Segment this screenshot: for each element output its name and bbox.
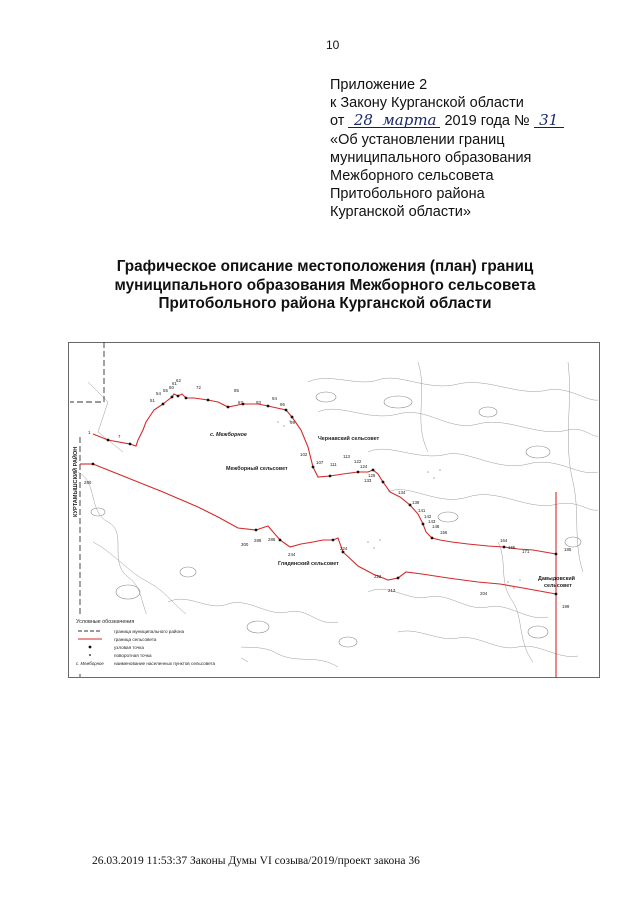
footer-stamp: 26.03.2019 11:53:37 Законы Думы VI созыва/2019/проект закона 36 — [92, 855, 420, 867]
map-point-label: 280 — [84, 480, 92, 485]
appendix-line6: Межборного сельсовета — [330, 168, 494, 185]
map-point-label: 1 — [88, 430, 91, 435]
map-point-label: 102 — [300, 452, 308, 457]
legend-symbol-village: с. Межборное — [76, 661, 104, 666]
map-point-label: 113 — [343, 454, 350, 459]
appendix-line1: Приложение 2 — [330, 77, 428, 93]
date-prefix: от — [330, 113, 345, 130]
map-point-label: 124 — [360, 464, 368, 469]
appendix-line2: к Закону Курганской области — [330, 95, 524, 112]
map-legend — [71, 614, 241, 674]
map-point-label: 171 — [522, 549, 530, 554]
legend-item-turn: поворотная точка — [114, 653, 152, 658]
appendix-line8: Курганской области» — [330, 204, 471, 221]
map-point-label: 111 — [330, 462, 337, 467]
map-point-label: 133 — [364, 478, 372, 483]
map-point-label: 107 — [316, 460, 324, 465]
map-point-label: 224 — [340, 546, 348, 551]
council-label: Межборный сельсовет — [226, 466, 288, 472]
appendix-line4: «Об установлении границ — [330, 131, 505, 148]
title-line3: Притобольного района Курганской области — [158, 295, 492, 312]
neighbor-east-label-2: сельсовет — [544, 583, 572, 589]
map-point-label: 85 — [234, 388, 239, 393]
map-point-label: 55 — [163, 388, 168, 393]
map-point-label: 141 — [418, 508, 426, 513]
map-point-label: 143 — [428, 519, 436, 524]
title-line2: муниципального образования Межборного сельсовета — [114, 276, 536, 294]
appendix-date-line — [330, 112, 580, 130]
map-point-label: 96 — [280, 402, 285, 407]
legend-item-node: узловая точка — [114, 645, 144, 650]
map-point-label: 94 — [272, 396, 277, 401]
map-point-label: 54 — [156, 391, 161, 396]
map-point-label: 142 — [424, 514, 432, 519]
district-vertical-label: КУРТАМЫШСКИЙ РАЙОН — [73, 446, 79, 517]
map-point-label: 134 — [398, 490, 406, 495]
date-day-handwritten: 28 — [348, 113, 378, 128]
village-label: с. Межборное — [210, 432, 247, 438]
map-point-label: 62 — [176, 378, 181, 383]
law-number-handwritten: 31 — [534, 113, 564, 128]
neighbor-east-label-1: Давыдовский — [538, 576, 575, 582]
map-point-label: 60 — [169, 385, 174, 390]
date-year-text: 2019 года № — [444, 113, 530, 130]
map-point-label: 204 — [480, 591, 488, 596]
appendix-line5: муниципального образования — [330, 149, 532, 166]
map-point-label: 213 — [388, 588, 396, 593]
map-point-label: 244 — [288, 552, 296, 557]
date-month-handwritten: марта — [378, 113, 440, 128]
neighbor-south-label: Глядянский сельсовет — [278, 561, 339, 567]
neighbor-north-label: Чернавский сельсовет — [318, 436, 380, 442]
page-number: 10 — [326, 38, 340, 52]
legend-item-council: граница сельсовета — [114, 637, 157, 642]
map-point-label: 125 — [368, 473, 376, 478]
boundary-map — [68, 342, 600, 678]
map-point-label: 164 — [500, 538, 508, 543]
map-point-label: 199 — [562, 604, 570, 609]
map-point-label: 148 — [432, 524, 440, 529]
map-point-label: 222 — [374, 574, 382, 579]
map-point-label: 72 — [196, 385, 201, 390]
map-point-label: 185 — [564, 547, 572, 552]
appendix-line7: Притобольного района — [330, 186, 485, 203]
title-line1: Графическое описание местоположения (план) границ — [116, 258, 534, 275]
map-point-label: 61 — [172, 381, 177, 386]
map-point-label: 289 — [254, 538, 262, 543]
map-point-label: 99 — [290, 420, 295, 425]
map-point-label: 7 — [118, 434, 121, 439]
map-point-label: 286 — [268, 537, 276, 542]
appendix-block — [330, 76, 580, 222]
map-point-label: 93 — [256, 400, 261, 405]
map-point-label: 139 — [412, 500, 420, 505]
map-point-label: 165 — [508, 545, 516, 550]
document-title — [60, 258, 590, 314]
map-point-label: 122 — [354, 459, 362, 464]
map-point-label: 51 — [150, 398, 155, 403]
map-point-label: 156 — [440, 530, 448, 535]
legend-title: Условные обозначения — [76, 619, 135, 625]
legend-item-district: граница муниципального района — [114, 629, 185, 634]
map-point-label: 87 — [238, 400, 243, 405]
legend-item-village: наименование населенных пунктов сельсовета — [114, 661, 216, 666]
map-point-label: 300 — [241, 542, 249, 547]
